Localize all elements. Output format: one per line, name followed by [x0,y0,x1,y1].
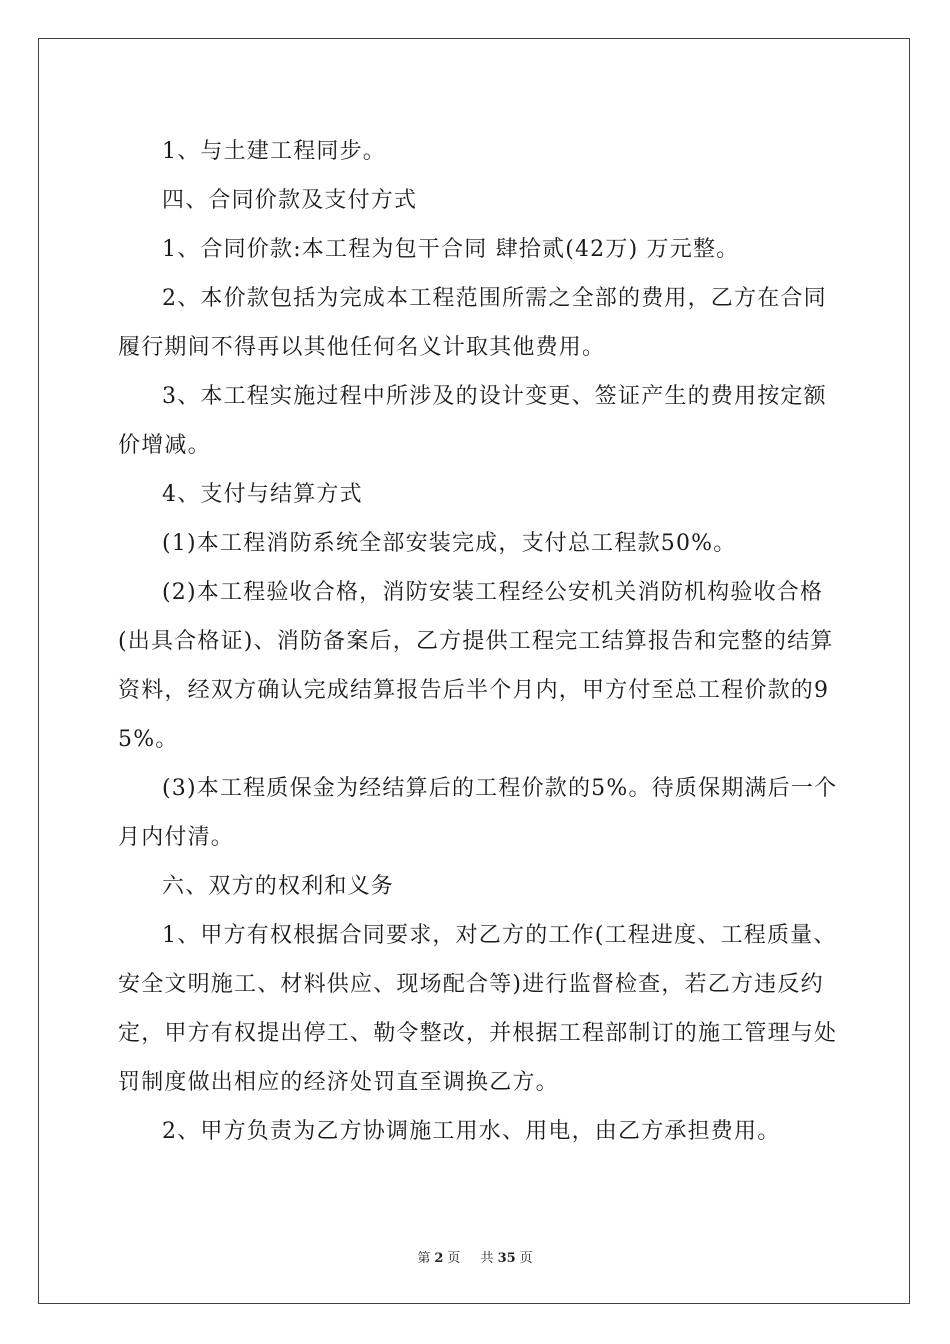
page-footer [0,1247,950,1266]
document-body [118,127,840,1156]
section-heading: 六、双方的权利和义务 [162,874,395,899]
paragraph: 3、本工程实施过程中所涉及的设计变更、签证产生的费用按定额价增减。 [118,384,827,458]
page-suffix: 页 [447,1251,461,1266]
paragraph: 4、支付与结算方式 [162,482,363,507]
paragraph: (1)本工程消防系统全部安装完成，支付总工程款50%。 [162,531,737,556]
paragraph: (2)本工程验收合格，消防安装工程经公安机关消防机构验收合格 (出具合格证)、消防备案后，乙方提供工程完工结算报告和完整的结算资料，经双方确认完成结算报告后半个月内，甲方付至总工程价款的95%。 [118,580,834,752]
paragraph: 2、甲方负责为乙方协调施工用水、用电，由乙方承担费用。 [162,1119,781,1144]
total-pages: 35 [497,1251,516,1266]
paragraph: 2、本价款包括为完成本工程范围所需之全部的费用，乙方在合同履行期间不得再以其他任何名义计取其他费用。 [118,286,827,360]
page-indicator [413,1251,464,1266]
page-number: 2 [434,1251,444,1266]
total-prefix: 共 [480,1251,494,1266]
total-suffix: 页 [519,1251,533,1266]
paragraph: 1、甲方有权根据合同要求，对乙方的工作(工程进度、工程质量、安全文明施工、材料供应、现场配合等)进行监督检查，若乙方违反约定，甲方有权提出停工、勒令整改，并根据工程部制订的施工管理与处罚制度做出相应的经济处罚直至调换乙方。 [118,923,838,1095]
paragraph: (3)本工程质保金为经结算后的工程价款的5%。待质保期满后一个月内付清。 [118,776,838,850]
section-heading: 四、合同价款及支付方式 [162,188,418,213]
page-prefix: 第 [417,1251,431,1266]
paragraph: 1、与土建工程同步。 [162,139,386,164]
total-indicator [477,1251,537,1266]
paragraph: 1、合同价款:本工程为包干合同 肆拾贰(42万) 万元整。 [162,237,740,262]
